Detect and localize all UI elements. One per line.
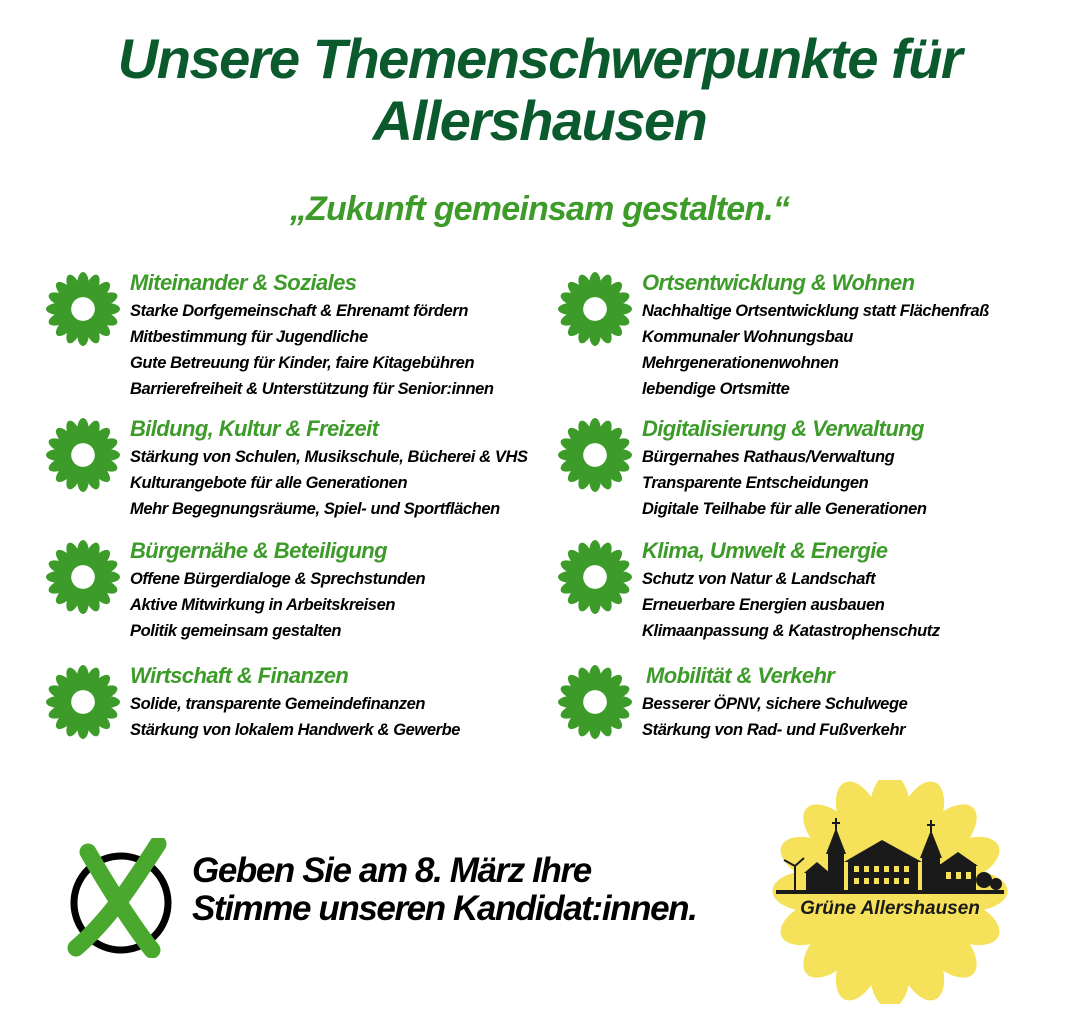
topic-line: Digitale Teilhabe für alle Generationen <box>642 500 927 518</box>
topic-line: Barrierefreiheit & Unterstützung für Senior:innen <box>130 380 494 398</box>
topic-line: Aktive Mitwirkung in Arbeitskreisen <box>130 596 396 614</box>
topic-line: Politik gemeinsam gestalten <box>130 622 342 640</box>
title-line-1: Unsere Themenschwerpunkte für <box>117 27 962 90</box>
topic-line: Mitbestimmung für Jugendliche <box>130 328 368 346</box>
call-line-2: Stimme unseren Kandidat:innen. <box>192 889 697 928</box>
topic-line: Nachhaltige Ortsentwicklung statt Flächenfraß <box>642 302 989 320</box>
topic-line: Mehrgenerationenwohnen <box>642 354 839 372</box>
topic-line: Kulturangebote für alle Generationen <box>130 474 408 492</box>
sunflower-icon <box>558 540 632 614</box>
topic-line: Mehr Begegnungsräume, Spiel- und Sportflächen <box>130 500 500 518</box>
topic-line: Starke Dorfgemeinschaft & Ehrenamt fördern <box>130 302 469 320</box>
sunflower-icon <box>558 418 632 492</box>
topic-line: lebendige Ortsmitte <box>642 380 790 398</box>
topic-line: Bürgernahes Rathaus/Verwaltung <box>642 448 895 466</box>
topic-line: Stärkung von lokalem Handwerk & Gewerbe <box>130 721 461 739</box>
sunflower-icon <box>46 665 120 739</box>
topic-title: Wirtschaft & Finanzen <box>130 663 349 688</box>
call-to-action <box>192 852 696 928</box>
topic-line: Klimaanpassung & Katastrophenschutz <box>642 622 940 640</box>
sunflower-icon <box>558 665 632 739</box>
town-skyline-sunflower-logo <box>770 780 1010 1004</box>
topic-title: Klima, Umwelt & Energie <box>642 538 888 563</box>
topic-title: Bildung, Kultur & Freizeit <box>130 416 379 441</box>
ballot-cross-icon <box>66 838 176 958</box>
sunflower-icon <box>46 418 120 492</box>
sunflower-icon <box>46 272 120 346</box>
page-title <box>0 28 1079 152</box>
slogan: „Zukunft gemeinsam gestalten.“ <box>289 190 790 228</box>
topic-title: Miteinander & Soziales <box>130 270 357 295</box>
topic-line: Schutz von Natur & Landschaft <box>642 570 876 588</box>
topic-line: Offene Bürgerdialoge & Sprechstunden <box>130 570 426 588</box>
topic-line: Solide, transparente Gemeindefinanzen <box>130 695 426 713</box>
topic-title: Bürgernähe & Beteiligung <box>130 538 387 563</box>
topic-line: Stärkung von Schulen, Musikschule, Bücherei & VHS <box>130 448 528 466</box>
topic-line: Besserer ÖPNV, sichere Schulwege <box>642 695 908 713</box>
topic-line: Transparente Entscheidungen <box>642 474 869 492</box>
topic-title: Digitalisierung & Verwaltung <box>642 416 924 441</box>
topic-title: Ortsentwicklung & Wohnen <box>642 270 915 295</box>
logo-text: Grüne Allershausen <box>800 898 980 919</box>
call-line-1: Geben Sie am 8. März Ihre <box>192 851 591 890</box>
topic-line: Stärkung von Rad- und Fußverkehr <box>642 721 906 739</box>
topic-line: Gute Betreuung für Kinder, faire Kitagebühren <box>130 354 475 372</box>
topic-line: Erneuerbare Energien ausbauen <box>642 596 885 614</box>
topic-title: Mobilität & Verkehr <box>646 663 835 688</box>
topic-line: Kommunaler Wohnungsbau <box>642 328 853 346</box>
sunflower-icon <box>46 540 120 614</box>
sunflower-icon <box>558 272 632 346</box>
title-line-2: Allershausen <box>372 89 707 152</box>
